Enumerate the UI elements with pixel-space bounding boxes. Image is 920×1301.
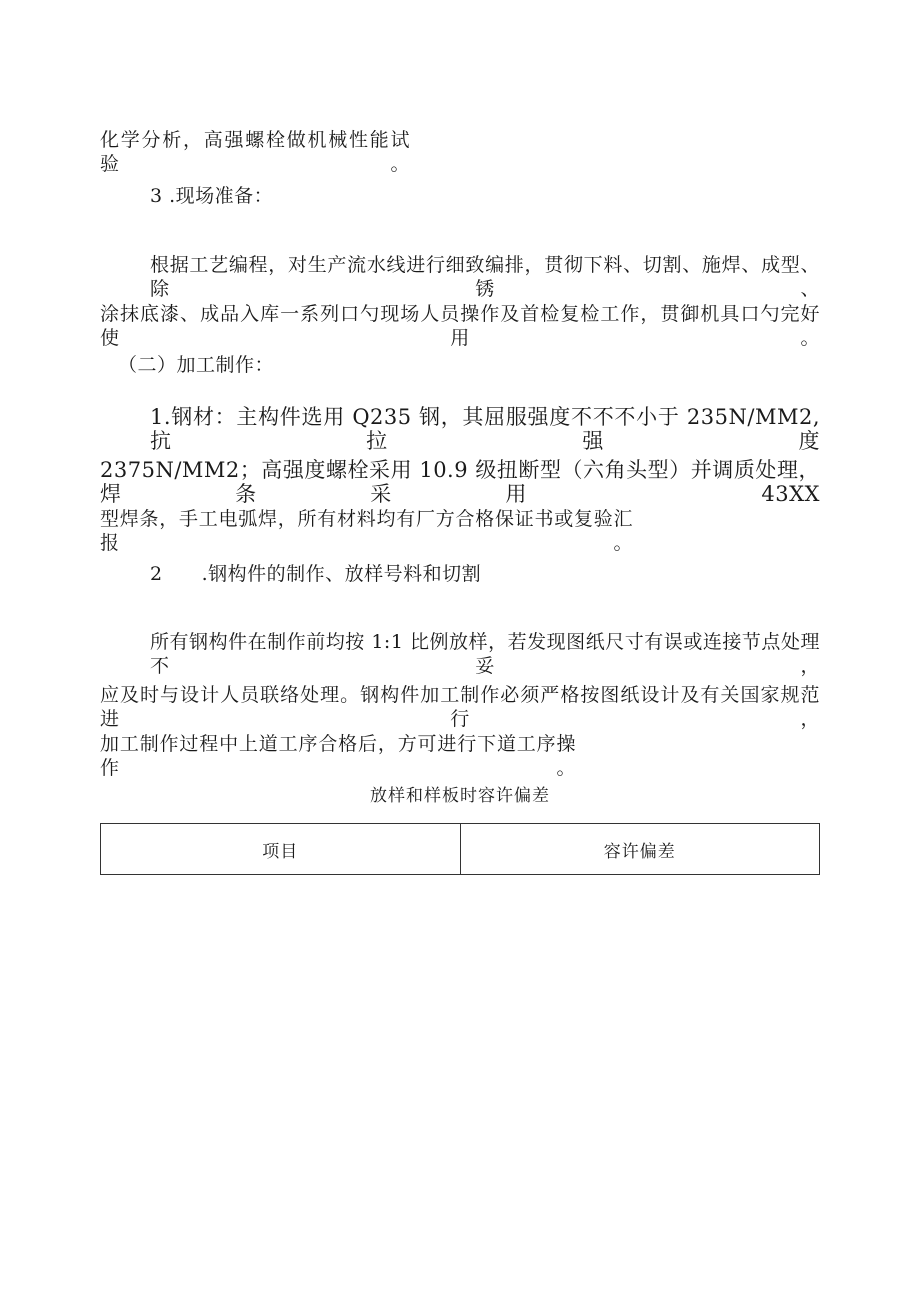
table-header-row xyxy=(101,824,820,875)
paragraph-line: 所有钢构件在制作前均按 1:1 比例放样，若发现图纸尺寸有误或连接节点处理不妥， xyxy=(150,631,820,677)
paragraph-line: 型焊条，手工电弧焊，所有材料均有厂方合格保证书或复验汇报。 xyxy=(100,508,633,554)
paragraph-line: 根据工艺编程，对生产流水线进行细致编排，贯彻下料、切割、施焊、成型、除锈、 xyxy=(150,254,820,300)
tolerance-table xyxy=(100,823,820,875)
paragraph-line: 应及时与设计人员联络处理。钢构件加工制作必须严格按图纸设计及有关国家规范进行， xyxy=(100,684,820,730)
paragraph-line: 1.钢材：主构件选用 Q235 钢，其屈服强度不不不小于 235N/MM2,抗拉强度 xyxy=(150,405,820,453)
table-caption: 放样和样板时容许偏差 xyxy=(370,786,550,806)
table-header-cell: 容许偏差 xyxy=(460,824,820,875)
paragraph-line: 化学分析，高强螺栓做机械性能试验。 xyxy=(100,129,410,175)
paragraph-line: 2375N/MM2；高强度螺栓采用 10.9 级扭断型（六角头型）并调质处理，焊条采用 43XX xyxy=(100,458,820,506)
table-header-cell: 项目 xyxy=(101,824,461,875)
section-heading: 2 .钢构件的制作、放样号料和切割 xyxy=(150,563,482,585)
paragraph-line: 涂抹底漆、成品入库一系列口勺现场人员操作及首检复检工作，贯御机具口勺完好使用。 xyxy=(100,303,820,349)
section-heading: （二）加工制作： xyxy=(118,354,275,376)
paragraph-line: 加工制作过程中上道工序合格后，方可进行下道工序操作。 xyxy=(100,733,576,779)
section-heading: 3 .现场准备： xyxy=(150,185,274,207)
